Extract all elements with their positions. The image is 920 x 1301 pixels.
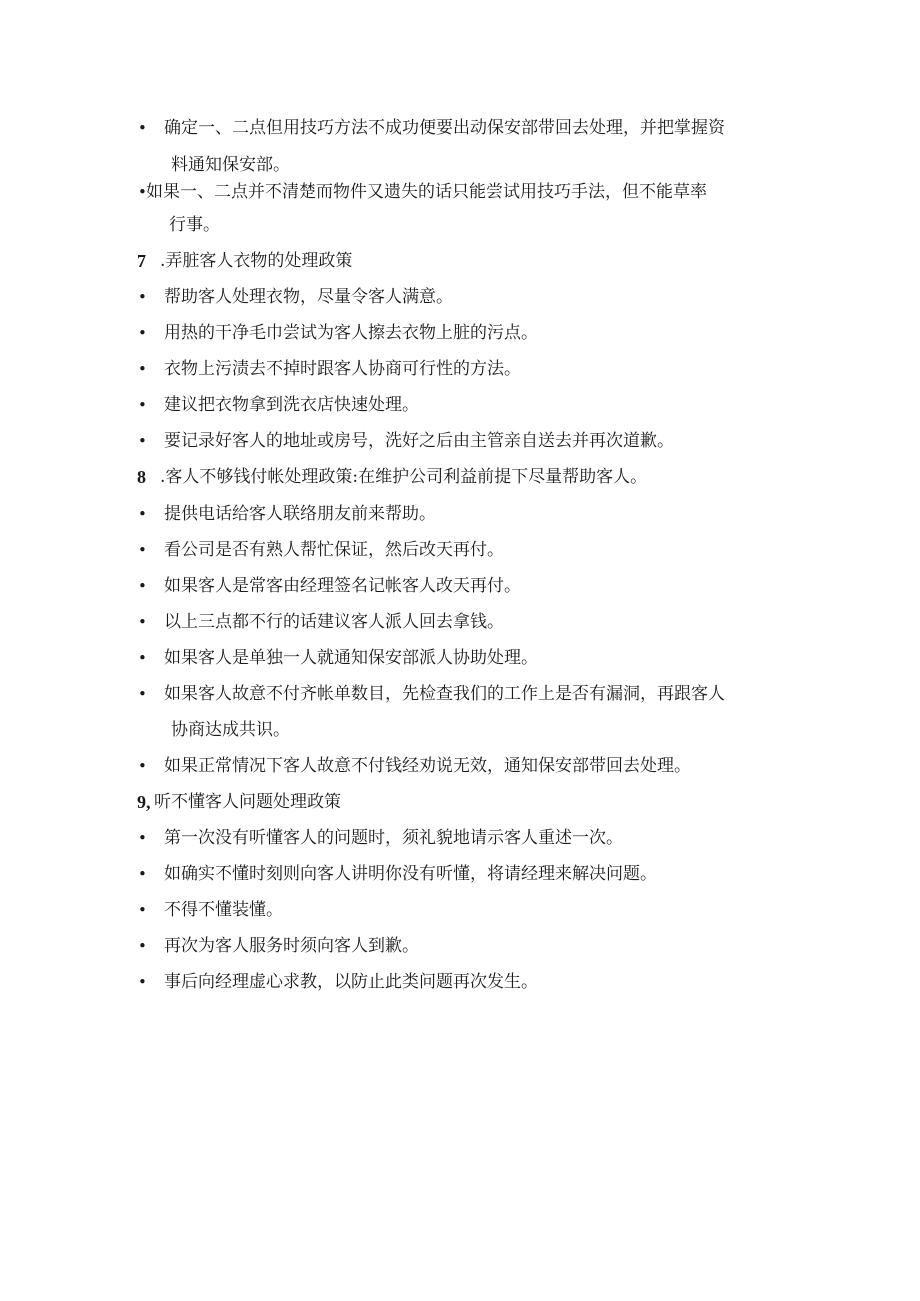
section-number: 7 xyxy=(137,251,146,271)
list-item-text: 如果客人是常客由经理签名记帐客人改天再付。 xyxy=(164,576,521,596)
list-bullet: • xyxy=(138,324,147,342)
list-bullet: • xyxy=(138,183,147,201)
list-bullet: • xyxy=(138,541,147,559)
list-item-text: 以上三点都不行的话建议客人派人回去拿钱。 xyxy=(164,612,504,632)
list-bullet: • xyxy=(138,901,147,919)
list-item-text: 如果一、二点并不清楚而物件又遗失的话只能尝试用技巧手法，但不能草率 xyxy=(146,182,707,202)
list-item-text: 不得不懂装懂。 xyxy=(164,900,283,920)
list-item-text: 建议把衣物拿到洗衣店快速处理。 xyxy=(164,395,419,415)
list-item-text: 如果正常情况下客人故意不付钱经劝说无效，通知保安部带回去处理。 xyxy=(164,756,691,776)
list-item-text: 再次为客人服务时须向客人到歉。 xyxy=(164,936,419,956)
list-bullet: • xyxy=(138,865,147,883)
section-number: 9, xyxy=(137,792,151,812)
list-item-continuation: 料通知保安部。 xyxy=(171,155,290,175)
list-item-text: 如果客人故意不付齐帐单数目，先检查我们的工作上是否有漏洞，再跟客人 xyxy=(164,684,725,704)
section-number: 8 xyxy=(137,467,146,487)
section-heading: .弄脏客人衣物的处理政策 xyxy=(160,251,353,271)
list-item-text: 看公司是否有熟人帮忙保证，然后改天再付。 xyxy=(164,540,504,560)
list-bullet: • xyxy=(138,829,147,847)
list-item-text: 事后向经理虚心求教，以防止此类问题再次发生。 xyxy=(164,972,538,992)
list-item-text: 第一次没有听懂客人的问题时，须礼貌地请示客人重述一次。 xyxy=(164,828,623,848)
list-bullet: • xyxy=(138,937,147,955)
list-bullet: • xyxy=(138,360,147,378)
list-item-continuation: 协商达成共识。 xyxy=(171,720,290,740)
list-bullet: • xyxy=(138,505,147,523)
list-bullet: • xyxy=(138,432,147,450)
list-bullet: • xyxy=(138,119,147,137)
list-item-text: 帮助客人处理衣物，尽量令客人满意。 xyxy=(164,287,453,307)
list-item-text: 确定一、二点但用技巧方法不成功便要出动保安部带回去处理，并把掌握资 xyxy=(164,118,725,138)
list-bullet: • xyxy=(138,396,147,414)
list-bullet: • xyxy=(138,577,147,595)
list-item-continuation: 行事。 xyxy=(169,215,220,235)
list-bullet: • xyxy=(138,613,147,631)
list-item-text: 衣物上污渍去不掉时跟客人协商可行性的方法。 xyxy=(164,359,521,379)
list-bullet: • xyxy=(138,649,147,667)
list-item-text: 如果客人是单独一人就通知保安部派人协助处理。 xyxy=(164,648,538,668)
list-bullet: • xyxy=(138,757,147,775)
list-bullet: • xyxy=(138,685,147,703)
list-bullet: • xyxy=(138,973,147,991)
list-item-text: 提供电话给客人联络朋友前来帮助。 xyxy=(164,504,436,524)
list-item-text: 要记录好客人的地址或房号，洗好之后由主管亲自送去并再次道歉。 xyxy=(164,431,674,451)
list-item-text: 如确实不懂时刻则向客人讲明你没有听懂，将请经理来解决问题。 xyxy=(164,864,657,884)
section-heading: 听不懂客人问题处理政策 xyxy=(154,792,341,812)
list-item-text: 用热的干净毛巾尝试为客人擦去衣物上脏的污点。 xyxy=(164,323,538,343)
list-bullet: • xyxy=(138,288,147,306)
section-heading: .客人不够钱付帐处理政策:在维护公司利益前提下尽量帮助客人。 xyxy=(160,467,648,487)
